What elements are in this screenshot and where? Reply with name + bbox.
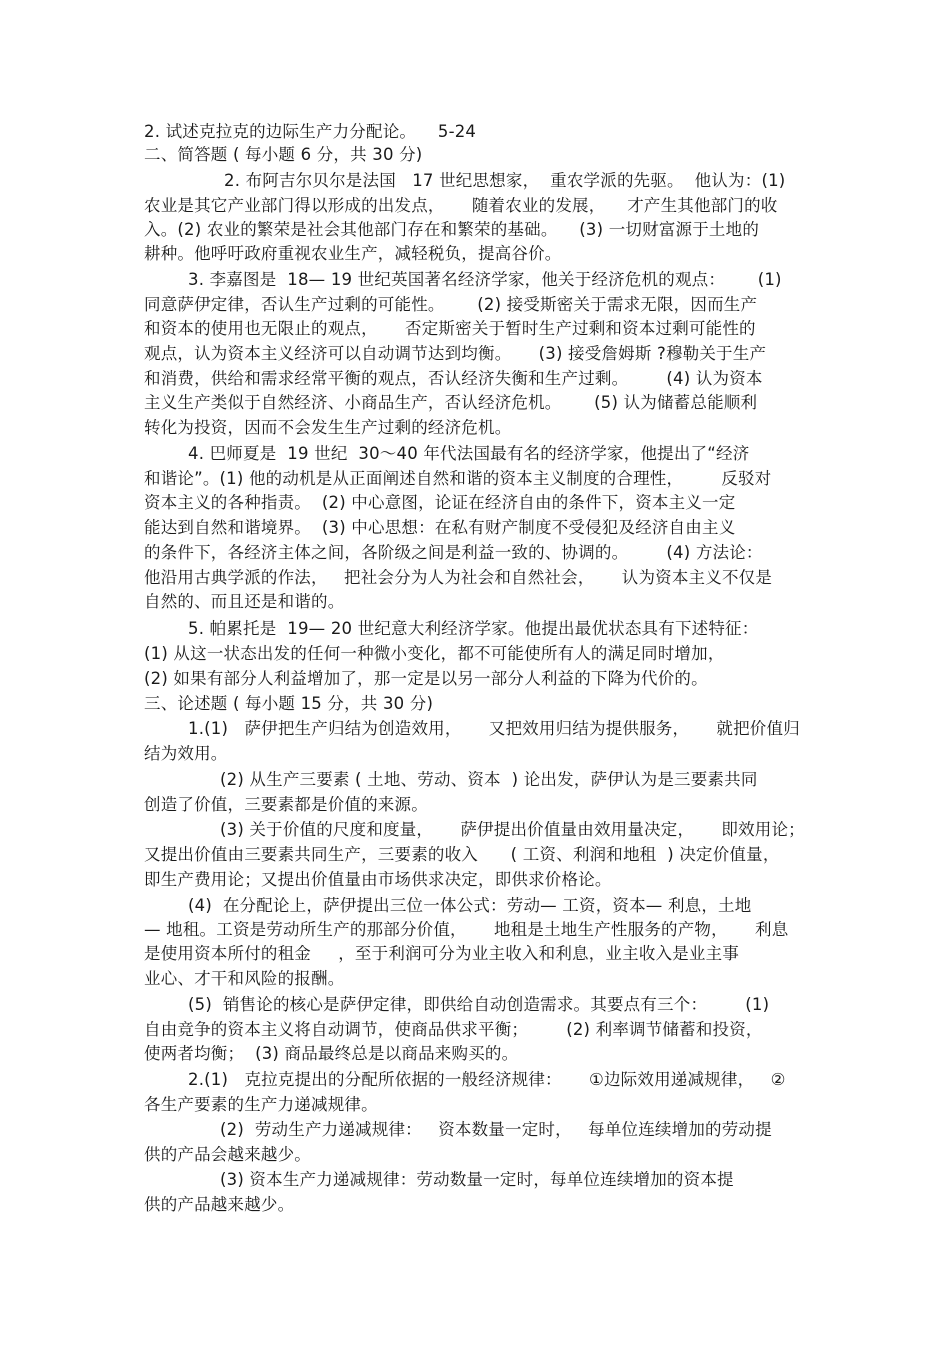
essay-1-line-11: 业心、才干和风险的报酬。	[144, 969, 345, 988]
answer-2-line-4: 耕种。他呼吁政府重视农业生产，减轻税负，提高谷价。	[144, 244, 562, 263]
essay-2-line-1: 2.(1) 克拉克提出的分配所依据的一般经济规律： ①边际效用递减规律， ②	[188, 1070, 786, 1089]
essay-2-line-5: (3) 资本生产力递减规律：劳动数量一定时，每单位连续增加的资本提	[220, 1170, 734, 1189]
essay-1-line-2: 结为效用。	[144, 744, 228, 763]
answer-4-line-6: 他沿用古典学派的作法， 把社会分为人为社会和自然社会， 认为资本主义不仅是	[144, 568, 773, 587]
answer-3-line-4: 观点，认为资本主义经济可以自动调节达到均衡。 (3) 接受詹姆斯 ?穆勒关于生产	[144, 344, 767, 363]
answer-3-line-7: 转化为投资，因而不会发生生产过剩的经济危机。	[144, 418, 512, 437]
section-2-heading: 二、简答题 ( 每小题 6 分，共 30 分)	[144, 145, 423, 164]
answer-3-line-2: 同意萨伊定律，否认生产过剩的可能性。 (2) 接受斯密关于需求无限，因而生产	[144, 295, 758, 314]
essay-1-line-9: — 地租。工资是劳动所生产的那部分价值， 地租是土地生产性服务的产物， 利息	[144, 920, 789, 939]
answer-4-line-2: 和谐论”。(1) 他的动机是从正面阐述自然和谐的资本主义制度的合理性， 反驳对	[144, 469, 772, 488]
answer-4-line-4: 能达到自然和谐境界。 (3) 中心思想：在私有财产制度不受侵犯及经济自由主义	[144, 518, 736, 537]
essay-2-line-2: 各生产要素的生产力递减规律。	[144, 1095, 378, 1114]
answer-3-line-6: 主义生产类似于自然经济、小商品生产，否认经济危机。 (5) 认为储蓄总能顺利	[144, 393, 758, 412]
answer-2-line-2: 农业是其它产业部门得以形成的出发点， 随着农业的发展， 才产生其他部门的收	[144, 196, 778, 215]
answer-2-line-1: 2. 布阿吉尔贝尔是法国 17 世纪思想家， 重农学派的先驱。 他认为：(1)	[224, 171, 786, 190]
answer-3-line-5: 和消费，供给和需求经常平衡的观点，否认经济失衡和生产过剩。 (4) 认为资本	[144, 369, 763, 388]
essay-2-line-3: (2) 劳动生产力递减规律： 资本数量一定时， 每单位连续增加的劳动提	[220, 1120, 772, 1139]
essay-1-line-13: 自由竞争的资本主义将自动调节，使商品供求平衡； (2) 利率调节储蓄和投资，	[144, 1020, 763, 1039]
essay-1-line-4: 创造了价值，三要素都是价值的来源。	[144, 795, 428, 814]
answer-5-line-2: (1) 从这一状态出发的任何一种微小变化，都不可能使所有人的满足同时增加，	[144, 644, 725, 663]
essay-2-line-6: 供的产品越来越少。	[144, 1195, 295, 1214]
answer-3-line-3: 和资本的使用也无限止的观点， 否定斯密关于暂时生产过剩和资本过剩可能性的	[144, 319, 756, 338]
question-2-heading: 2. 试述克拉克的边际生产力分配论。 5-24	[144, 122, 477, 141]
answer-3-line-1: 3. 李嘉图是 18— 19 世纪英国著名经济学家，他关于经济危机的观点： (1)	[188, 270, 782, 289]
answer-4-line-7: 自然的、而且还是和谐的。	[144, 592, 345, 611]
answer-5-line-1: 5. 帕累托是 19— 20 世纪意大利经济学家。他提出最优状态具有下述特征：	[188, 619, 759, 638]
essay-2-line-4: 供的产品会越来越少。	[144, 1145, 311, 1164]
answer-4-line-1: 4. 巴师夏是 19 世纪 30～40 年代法国最有名的经济学家，他提出了“经济	[188, 444, 750, 463]
essay-1-line-1: 1.(1) 萨伊把生产归结为创造效用， 又把效用归结为提供服务， 就把价值归	[188, 719, 800, 738]
essay-1-line-10: 是使用资本所付的租金 ，至于利润可分为业主收入和利息，业主收入是业主事	[144, 944, 740, 963]
essay-1-line-14: 使两者均衡； (3) 商品最终总是以商品来购买的。	[144, 1044, 519, 1063]
essay-1-line-5: (3) 关于价值的尺度和度量， 萨伊提出价值量由效用量决定， 即效用论；	[220, 820, 805, 839]
answer-4-line-3: 资本主义的各种指责。 (2) 中心意图，论证在经济自由的条件下，资本主义一定	[144, 493, 736, 512]
essay-1-line-7: 即生产费用论；又提出价值量由市场供求决定，即供求价格论。	[144, 870, 612, 889]
essay-1-line-8: (4) 在分配论上，萨伊提出三位一体公式：劳动— 工资，资本— 利息，土地	[188, 896, 752, 915]
essay-1-line-3: (2) 从生产三要素 ( 土地、劳动、资本 ) 论出发，萨伊认为是三要素共同	[220, 770, 758, 789]
essay-1-line-6: 又提出价值由三要素共同生产，三要素的收入 ( 工资、利润和地租 ) 决定价值量，	[144, 845, 780, 864]
section-3-heading: 三、论述题 ( 每小题 15 分，共 30 分)	[144, 694, 434, 713]
answer-5-line-3: (2) 如果有部分人利益增加了，那一定是以另一部分人利益的下降为代价的。	[144, 669, 708, 688]
answer-4-line-5: 的条件下，各经济主体之间，各阶级之间是利益一致的、协调的。 (4) 方法论：	[144, 543, 763, 562]
essay-1-line-12: (5) 销售论的核心是萨伊定律，即供给自动创造需求。其要点有三个： (1)	[188, 995, 770, 1014]
answer-2-line-3: 入。(2) 农业的繁荣是社会其他部门存在和繁荣的基础。 (3) 一切财富源于土地的	[144, 220, 760, 239]
